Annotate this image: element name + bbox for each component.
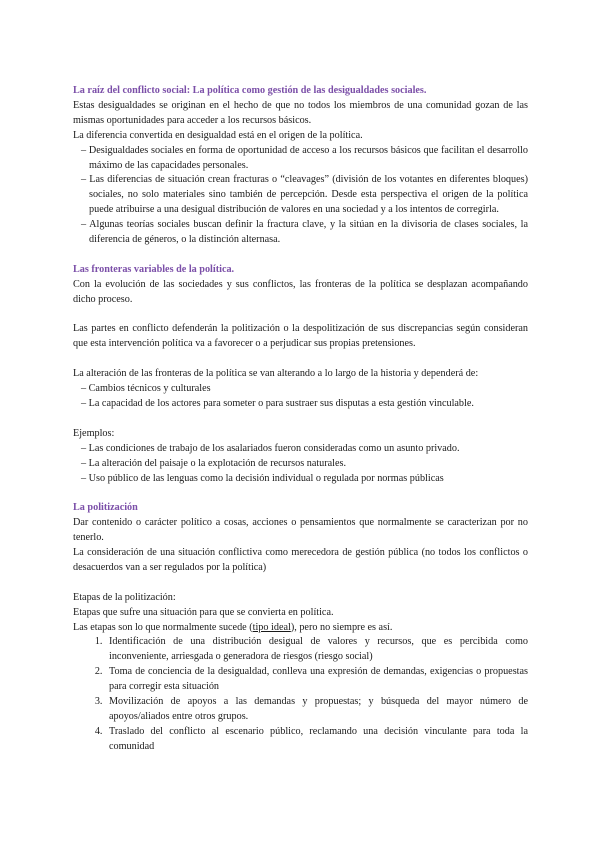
paragraph: Las partes en conflicto defenderán la politización o la despolitización de sus discrepancias según consideran que esta intervención política va a favorecer o a perjudicar sus propias pretensiones.: [73, 323, 528, 350]
list-item: – La capacidad de los actores para someter o para sustraer sus disputas a esta gestión vinculable.: [81, 397, 474, 409]
section-title-fronteras: Las fronteras variables de la política.: [73, 263, 235, 275]
paragraph: Con la evolución de las sociedades y sus conflictos, las fronteras de la política se desplazan acompañando dicho proceso.: [73, 278, 528, 305]
examples-label: Ejemplos:: [73, 427, 115, 439]
list-item: – Uso público de las lenguas como la decisión individual o regulada por normas públicas: [81, 472, 444, 484]
list-item: – La alteración del paisaje o la explotación de recursos naturales.: [81, 457, 347, 469]
stage-item: 4. Traslado del conflicto al escenario público, reclamando una decisión vinculante para toda la comunidad: [105, 725, 528, 755]
stages-list: [73, 635, 528, 754]
section-title-conflicto: La raíz del conflicto social: La política como gestión de las desigualdades sociales.: [73, 85, 427, 96]
list-item: – Las condiciones de trabajo de los asalariados fueron consideradas como un asunto privado.: [81, 442, 460, 454]
underlined-term: tipo ideal: [252, 621, 291, 633]
paragraph: Dar contenido o carácter político a cosas, acciones o pensamientos que normalmente se caracterizan por no tenerlo.: [73, 517, 528, 544]
stage-item: 1. Identificación de una distribución desigual de valores y recursos, que es percibida como inconveniente, arriesgada o generadora de riesgos (riesgo social): [105, 635, 528, 665]
document-page: [73, 84, 528, 755]
stages-definition: Etapas que sufre una situación para que se convierta en política.: [73, 606, 334, 618]
stages-label: Etapas de la politización:: [73, 591, 176, 603]
list-item: – Cambios técnicos y culturales: [81, 383, 211, 395]
stages-note: Las etapas son lo que normalmente sucede (tipo ideal), pero no siempre es así.: [73, 621, 393, 633]
list-item: – Las diferencias de situación crean fracturas o “cleavages” (división de los votantes en diferentes bloques) sociales, no solo materiales sino también de percepción. Desde esta perspectiva el origen de la política puede atribuirse a una desigual distribución de valores en una sociedad y a los intentos de corregirla.: [81, 174, 528, 216]
paragraph: La diferencia convertida en desigualdad está en el origen de la política.: [73, 129, 363, 141]
list-item: – Algunas teorías sociales buscan definir la fractura clave, y la sitúan en la divisoria de clases sociales, la diferencia de géneros, o la distinción alternasa.: [81, 219, 528, 246]
section-title-politizacion: La politización: [73, 502, 138, 514]
paragraph: Estas desigualdades se originan en el hecho de que no todos los miembros de una comunidad gozan de las mismas oportunidades para acceder a los recursos básicos.: [73, 99, 528, 126]
stage-item: 2. Toma de conciencia de la desigualdad, conlleva una expresión de demandas, exigencias o propuestas para corregir esta situación: [105, 665, 528, 695]
paragraph: La consideración de una situación conflictiva como merecedora de gestión pública (no todos los conflictos o desacuerdos van a ser regulados por la política): [73, 547, 528, 573]
list-item: – Desigualdades sociales en forma de oportunidad de acceso a los recursos básicos que facilitan el desarrollo máximo de las capacidades personales.: [81, 144, 528, 171]
stage-item: 3. Movilización de apoyos a las demandas y propuestas; y búsqueda del mayor número de apoyos/aliados entre otros grupos.: [105, 695, 528, 725]
paragraph: La alteración de las fronteras de la política se van alterando a lo largo de la historia y dependerá de:: [73, 368, 479, 380]
